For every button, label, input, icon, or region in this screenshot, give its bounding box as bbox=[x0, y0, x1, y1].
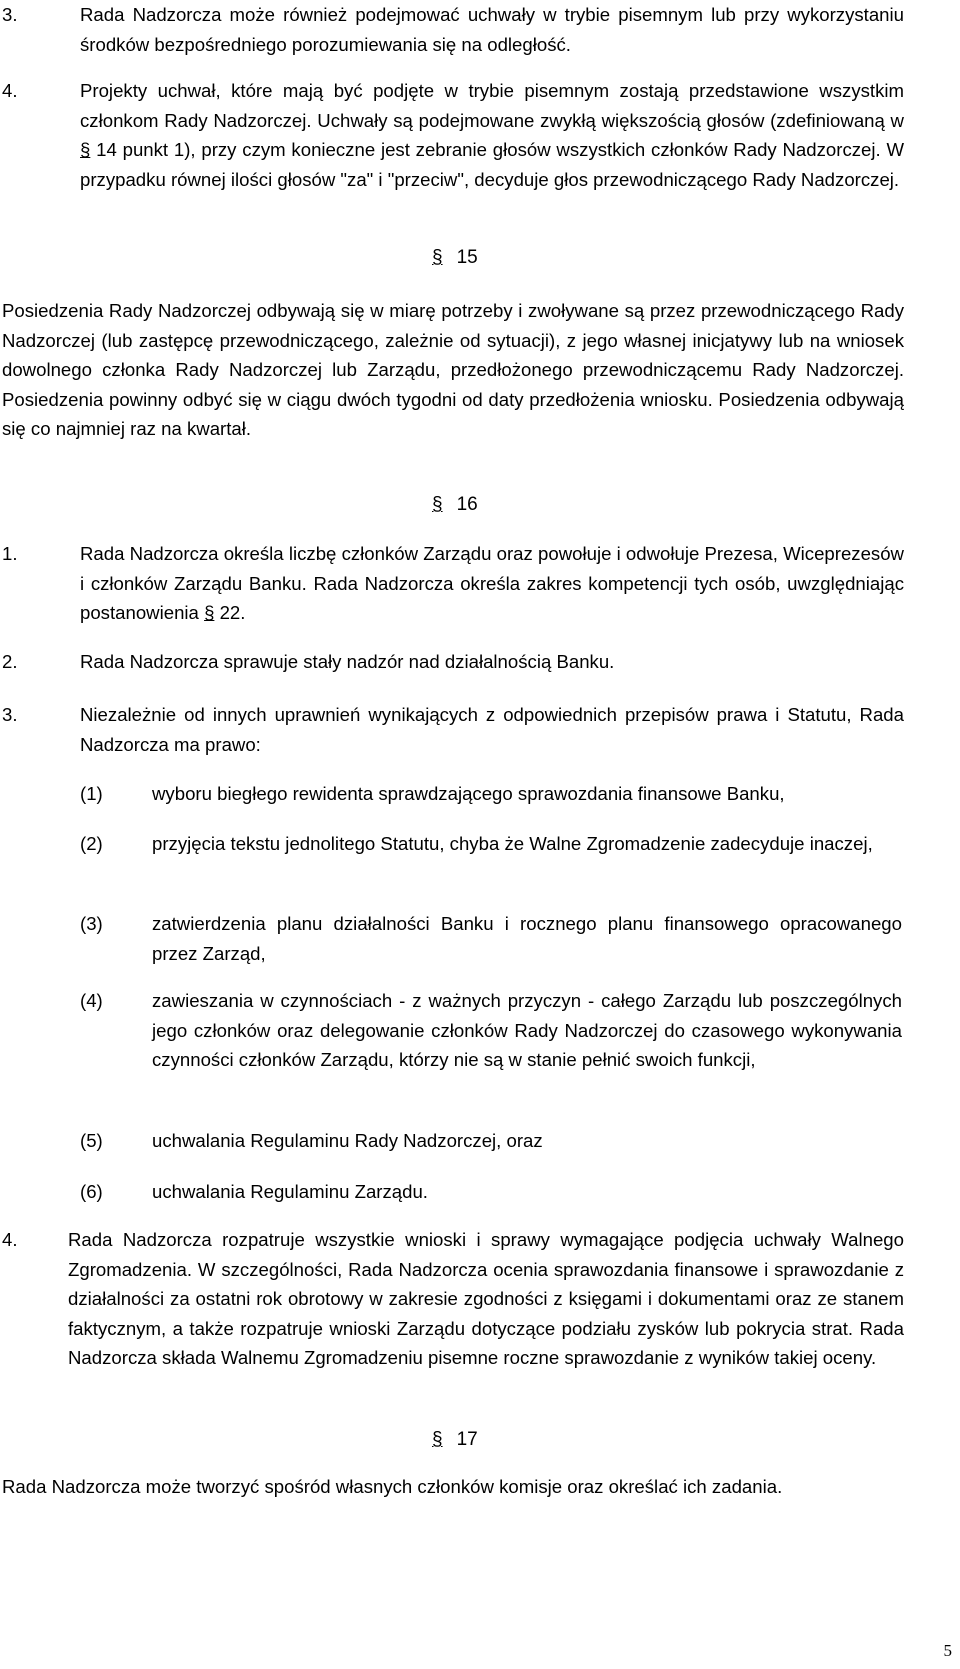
item-label: (1) bbox=[80, 783, 103, 804]
paragraph-number: 4. bbox=[2, 80, 18, 101]
point-number: 3. bbox=[2, 704, 18, 725]
list-item bbox=[80, 1126, 902, 1156]
item-label: (2) bbox=[80, 833, 103, 854]
section-16-point-4 bbox=[2, 1225, 904, 1373]
point-text: Rada Nadzorcza rozpatruje wszystkie wnioski i sprawy wymagające podjęcia uchwały Walnego Zgromadzenia. W szczególności, Rada Nadzorcza ocenia sprawozdania finansowe i sprawozdanie z działalności za ostatni rok obrotowy w zakresie zgodności z księgami i dokumentami oraz ze stanem faktycznym, a także rozpatruje wnioski Zarządu dotyczące podziału zysków lub pokrycia strat. Rada Nadzorcza składa Walnemu Zgromadzeniu pisemne roczne sprawozdanie z wyników takiej oceny. bbox=[68, 1229, 904, 1369]
section-symbol: § bbox=[80, 139, 91, 161]
item-text: uchwalania Regulaminu Rady Nadzorczej, oraz bbox=[152, 1130, 543, 1151]
list-item bbox=[80, 829, 902, 859]
section-15-text: Posiedzenia Rady Nadzorczej odbywają się w miarę potrzeby i zwoływane są przez przewodniczącego Rady Nadzorczej (lub zastępcę przewodniczącego, zależnie od sytuacji), z jego własnej inicjatywy lub na wniosek dowolnego członka Rady Nadzorczej lub Zarządu, przedłożonego przewodniczącemu Rady Nadzorczej. Posiedzenia powinny odbyć się w ciągu dwóch tygodni od daty przedłożenia wniosku. Posiedzenia odbywają się co najmniej raz na kwartał. bbox=[2, 300, 904, 440]
item-label: (4) bbox=[80, 990, 103, 1011]
point-number: 4. bbox=[2, 1229, 18, 1250]
section-16-point-1 bbox=[2, 539, 904, 628]
item-text: zatwierdzenia planu działalności Banku i rocznego planu finansowego opracowanego przez Zarząd, bbox=[152, 913, 902, 964]
list-item bbox=[80, 909, 902, 968]
section-symbol: § bbox=[432, 494, 443, 515]
page-number: 5 bbox=[943, 1641, 952, 1660]
section-symbol: § bbox=[432, 1429, 443, 1450]
point-number: 1. bbox=[2, 543, 18, 564]
point-number: 2. bbox=[2, 651, 18, 672]
list-item bbox=[80, 986, 902, 1075]
paragraph-number: 3. bbox=[2, 4, 18, 25]
section-17-text: Rada Nadzorcza może tworzyć spośród własnych członków komisje oraz określać ich zadania. bbox=[2, 1476, 783, 1497]
list-item bbox=[80, 1177, 902, 1207]
item-label: (6) bbox=[80, 1181, 103, 1202]
section-number: 16 bbox=[456, 494, 478, 515]
point-text: Rada Nadzorcza określa liczbę członków Zarządu oraz powołuje i odwołuje Prezesa, Wiceprezesów i członków Zarządu Banku. Rada Nadzorcza określa zakres kompetencji tych osób, uwzględniając postanowienia § 22. bbox=[80, 543, 904, 624]
section-symbol: § bbox=[432, 247, 443, 268]
point-text: Rada Nadzorcza sprawuje stały nadzór nad działalnością Banku. bbox=[80, 651, 615, 672]
paragraph-4 bbox=[2, 76, 904, 194]
paragraph-3 bbox=[2, 0, 904, 59]
item-text: uchwalania Regulaminu Zarządu. bbox=[152, 1181, 428, 1202]
list-item bbox=[80, 779, 902, 809]
section-number: 15 bbox=[456, 247, 478, 268]
section-heading-15 bbox=[432, 246, 478, 270]
section-16-point-3 bbox=[2, 700, 904, 759]
item-label: (3) bbox=[80, 913, 103, 934]
section-number: 17 bbox=[456, 1429, 478, 1450]
paragraph-text: Rada Nadzorcza może również podejmować uchwały w trybie pisemnym lub przy wykorzystaniu środków bezpośredniego porozumiewania się na odległość. bbox=[80, 4, 904, 55]
section-heading-17 bbox=[432, 1428, 478, 1452]
item-text: zawieszania w czynnościach - z ważnych przyczyn - całego Zarządu lub poszczególnych jego członków oraz delegowanie członków Rady Nadzorczej do czasowego wykonywania czynności członków Zarządu, którzy nie są w stanie pełnić swoich funkcji, bbox=[152, 990, 902, 1071]
section-symbol: § bbox=[204, 602, 215, 624]
item-text: przyjęcia tekstu jednolitego Statutu, chyba że Walne Zgromadzenie zadecyduje inaczej, bbox=[152, 833, 873, 854]
paragraph-text: Projekty uchwał, które mają być podjęte w trybie pisemnym zostają przedstawione wszystkim członkom Rady Nadzorczej. Uchwały są podejmowane zwykłą większością głosów (zdefiniowaną w § 14 punkt 1), przy czym konieczne jest zebranie głosów wszystkich członków Rady Nadzorczej. W przypadku równej ilości głosów "za" i "przeciw", decyduje głos przewodniczącego Rady Nadzorczej. bbox=[80, 80, 905, 190]
point-text: Niezależnie od innych uprawnień wynikających z odpowiednich przepisów prawa i Statutu, Rada Nadzorcza ma prawo: bbox=[80, 704, 904, 755]
section-heading-16 bbox=[432, 493, 478, 517]
section-16-point-2 bbox=[2, 647, 904, 677]
item-text: wyboru biegłego rewidenta sprawdzającego sprawozdania finansowe Banku, bbox=[152, 783, 785, 804]
item-label: (5) bbox=[80, 1130, 103, 1151]
